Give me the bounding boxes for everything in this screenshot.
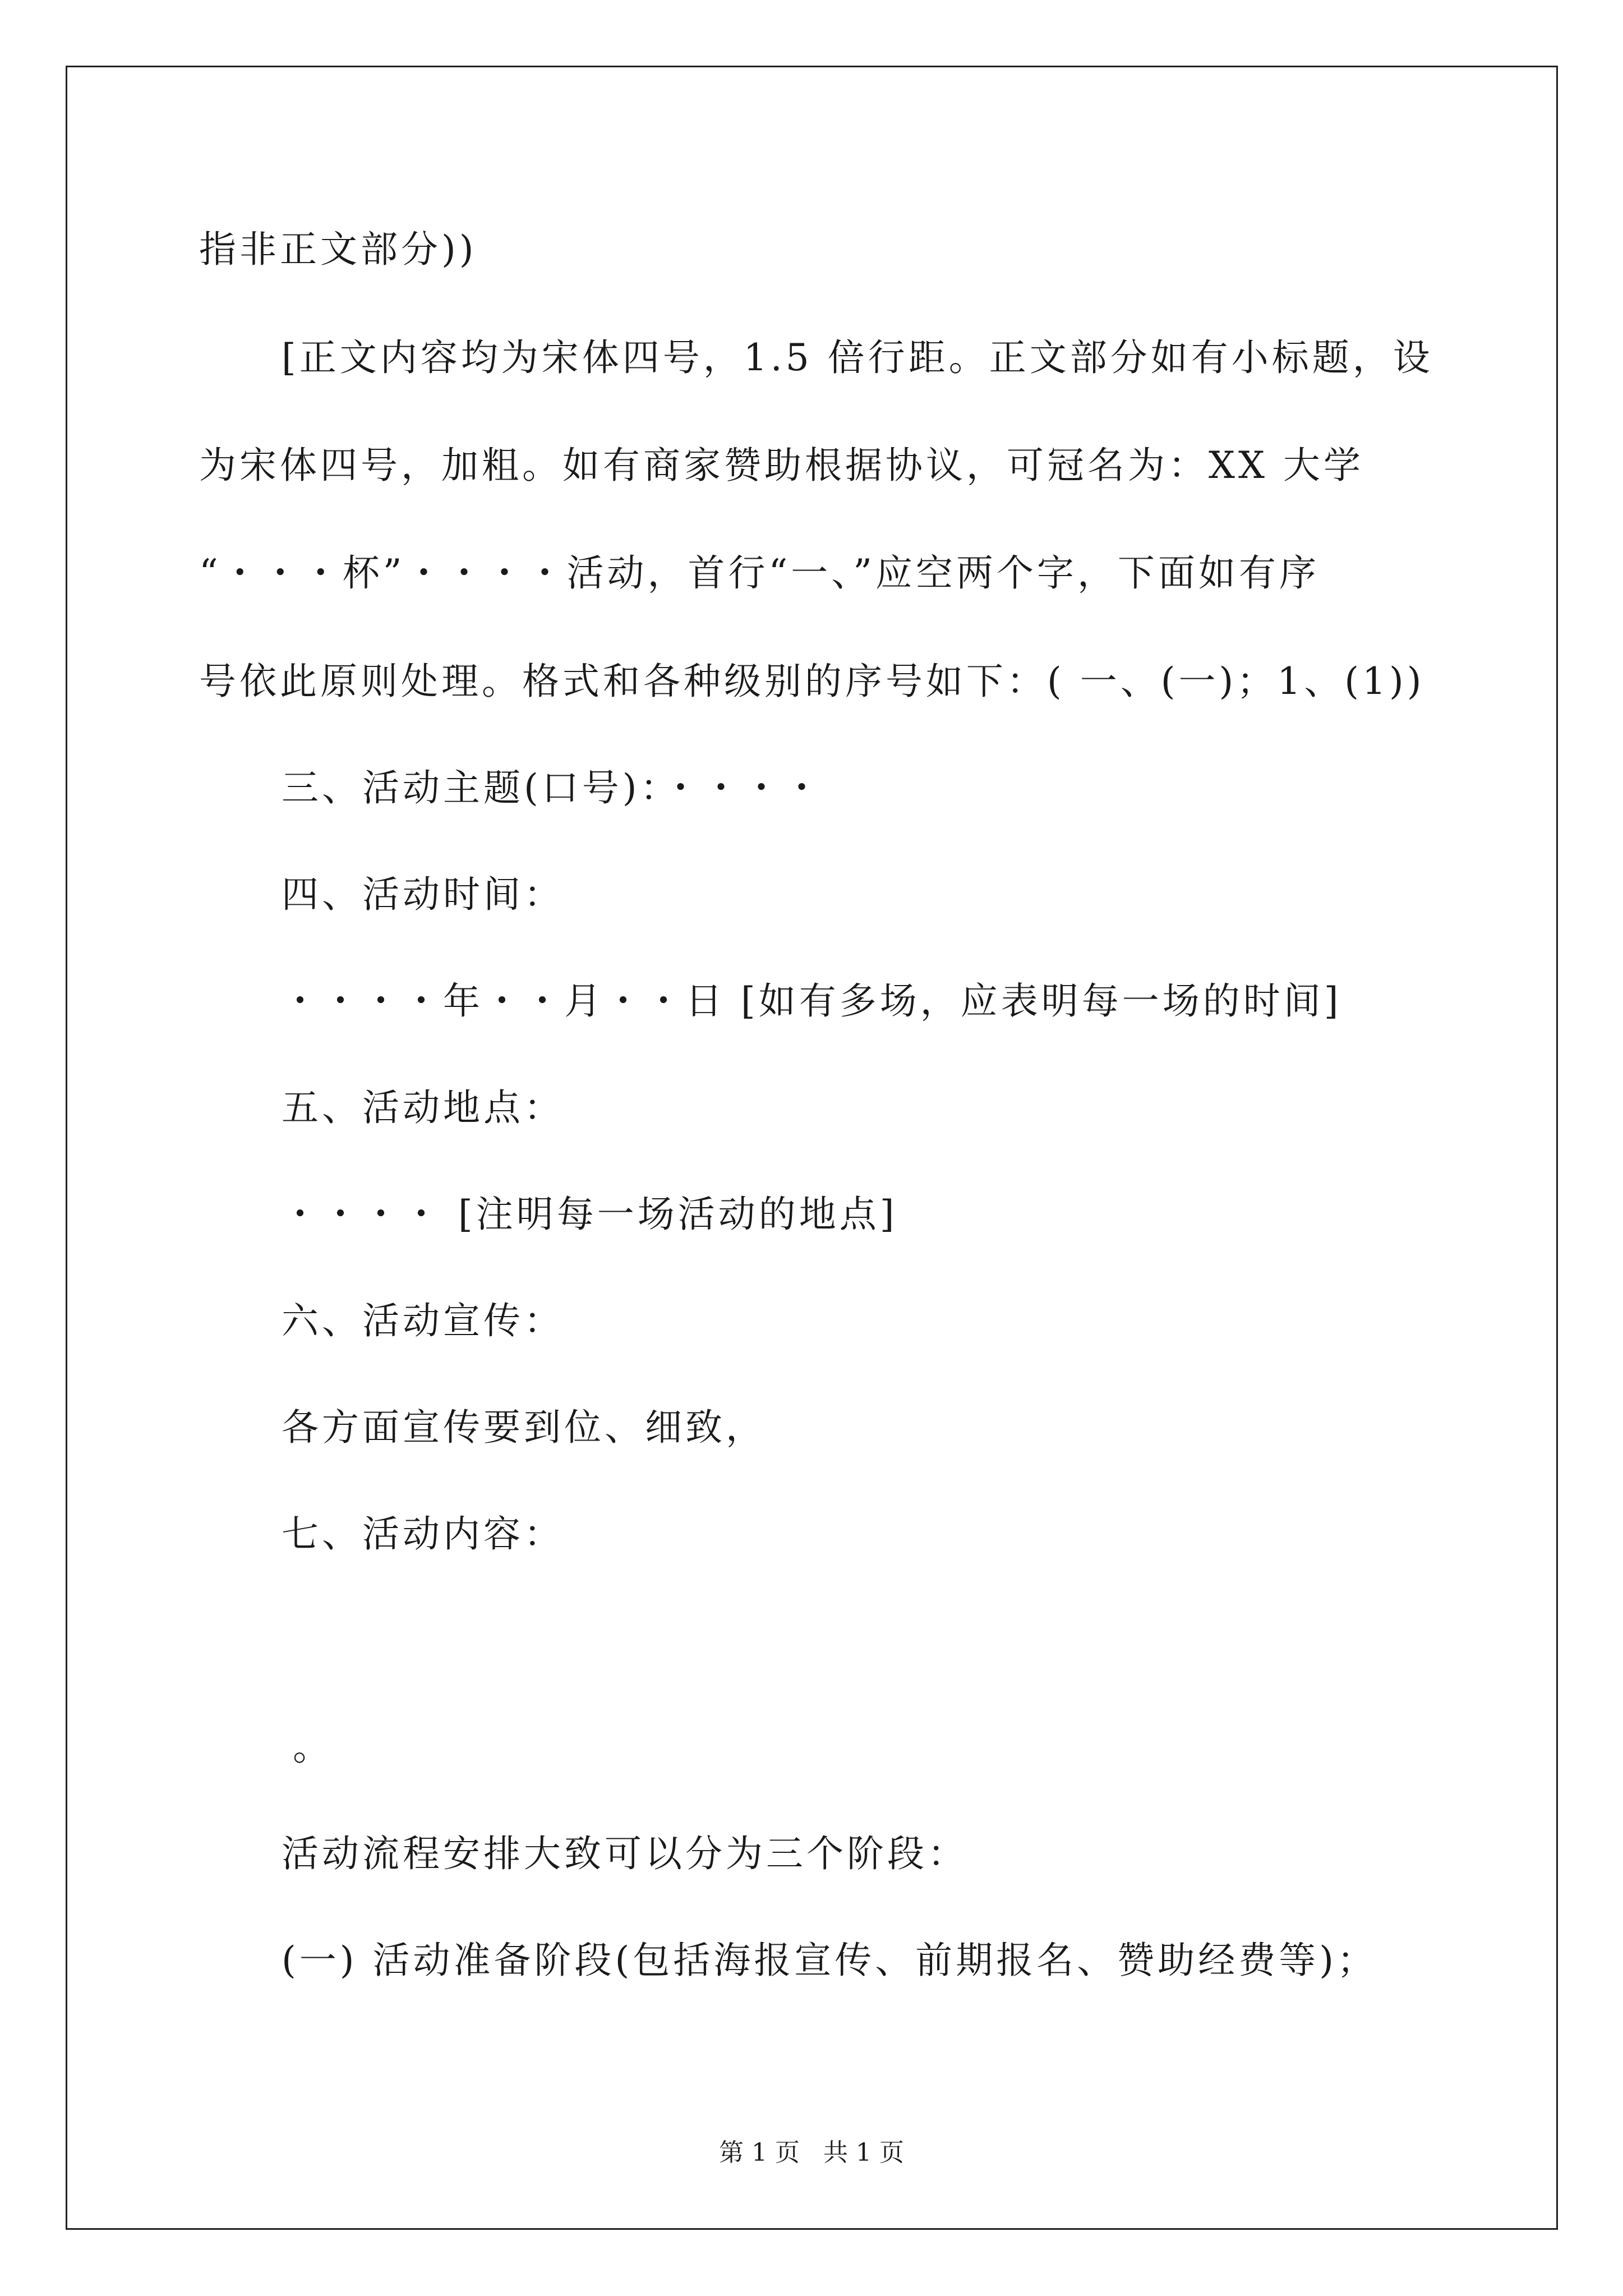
page-footer: 第 1 页 共 1 页 [719, 2138, 904, 2167]
text-line-3: 为宋体四号，加粗。如有商家赞助根据协议，可冠名为：XX 大学 [199, 444, 1364, 487]
heading-activity-publicity: 六、活动宣传： [282, 1299, 564, 1342]
text-activity-location: ・・・・ [注明每一场活动的地点] [282, 1193, 898, 1236]
text-stage-one: (一) 活动准备阶段(包括海报宣传、前期报名、赞助经费等)； [282, 1939, 1377, 1982]
heading-activity-theme: 三、活动主题(口号)：・・・・ [282, 766, 824, 809]
heading-activity-location: 五、活动地点： [282, 1086, 564, 1129]
text-line-1: 指非正文部分)) [199, 228, 477, 271]
heading-activity-content: 七、活动内容： [282, 1512, 564, 1556]
page-border [66, 66, 1558, 2230]
text-activity-publicity: 各方面宣传要到位、细致， [282, 1406, 766, 1449]
text-line-2: [正文内容均为宋体四号，1.5 倍行距。正文部分如有小标题，设 [282, 336, 1433, 379]
text-activity-date: ・・・・年・・月・・日 [如有多场，应表明每一场的时间] [282, 979, 1342, 1023]
text-process-stages: 活动流程安排大致可以分为三个阶段： [282, 1832, 968, 1875]
text-line-4: “・・・杯”・・・・活动，首行“一、”应空两个字，下面如有序 [199, 551, 1320, 595]
text-line-5: 号依此原则处理。格式和各种级别的序号如下：( 一、(一)；1、(1)) [199, 660, 1425, 703]
heading-activity-time: 四、活动时间： [282, 873, 564, 916]
text-period: 。 [293, 1726, 333, 1769]
